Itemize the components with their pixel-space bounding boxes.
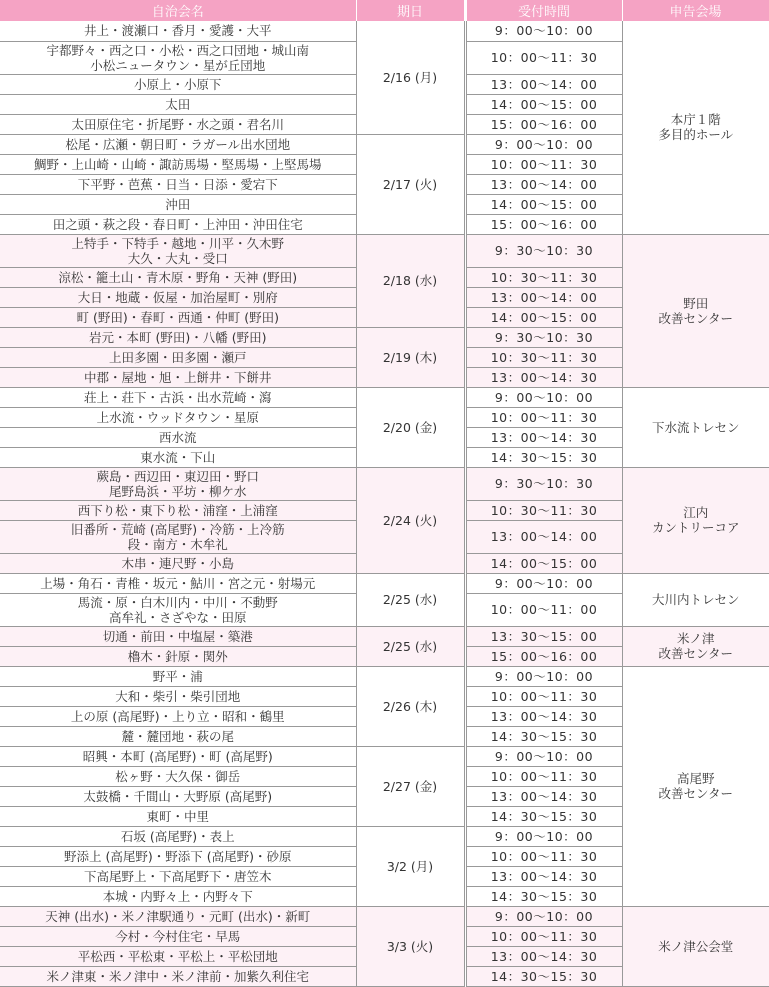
time-cell: 9：00～10：00 xyxy=(466,387,622,407)
area-cell: 石坂 (高尾野)・表上 xyxy=(0,826,356,846)
date-cell: 2/25 (水) xyxy=(356,573,464,626)
area-cell: 太田原住宅・折尾野・水之頭・君名川 xyxy=(0,114,356,134)
header-area: 自治会名 xyxy=(0,0,356,21)
area-cell: 上水流・ウッドタウン・星原 xyxy=(0,407,356,427)
time-cell: 10：00～11：30 xyxy=(466,407,622,427)
time-cell: 9：00～10：00 xyxy=(466,746,622,766)
area-cell: 上の原 (高尾野)・上り立・昭和・鶴里 xyxy=(0,706,356,726)
time-cell: 9：30～10：30 xyxy=(466,467,622,500)
table-row xyxy=(0,573,769,593)
header-row xyxy=(0,0,769,21)
date-cell: 2/26 (木) xyxy=(356,666,464,746)
area-cell: 東町・中里 xyxy=(0,806,356,826)
time-cell: 15：00～16：00 xyxy=(466,214,622,234)
time-cell: 10：30～11：30 xyxy=(466,500,622,520)
table-row xyxy=(0,234,769,267)
time-cell: 10：00～11：30 xyxy=(466,926,622,946)
area-cell: 野添上 (高尾野)・野添下 (高尾野)・砂原 xyxy=(0,846,356,866)
venue-cell: 米ノ津公会堂 xyxy=(622,906,769,986)
time-cell: 9：00～10：00 xyxy=(466,21,622,41)
area-cell: 小原上・小原下 xyxy=(0,74,356,94)
area-cell: 太鼓橋・千間山・大野原 (高尾野) xyxy=(0,786,356,806)
date-cell: 2/19 (木) xyxy=(356,327,464,387)
time-cell: 10：00～11：00 xyxy=(466,593,622,626)
venue-cell: 野田 改善センター xyxy=(622,234,769,387)
area-cell: 天神 (出水)・米ノ津駅通り・元町 (出水)・新町 xyxy=(0,906,356,926)
area-cell: 田之頭・萩之段・春日町・上沖田・沖田住宅 xyxy=(0,214,356,234)
venue-cell: 本庁１階 多目的ホール xyxy=(622,21,769,234)
time-cell: 13：00～14：00 xyxy=(466,520,622,553)
time-cell: 14：30～15：30 xyxy=(466,886,622,906)
area-cell: 上特手・下特手・越地・川平・久木野 大久・大丸・受口 xyxy=(0,234,356,267)
area-cell: 沖田 xyxy=(0,194,356,214)
time-cell: 10：30～11：30 xyxy=(466,267,622,287)
venue-cell: 江内 カントリーコア xyxy=(622,467,769,573)
venue-cell: 高尾野 改善センター xyxy=(622,666,769,906)
time-cell: 14：00～15：00 xyxy=(466,94,622,114)
area-cell: 西下り松・東下り松・浦窪・上浦窪 xyxy=(0,500,356,520)
date-cell: 2/24 (火) xyxy=(356,467,464,573)
time-cell: 14：00～15：00 xyxy=(466,553,622,573)
time-cell: 9：00～10：00 xyxy=(466,826,622,846)
time-cell: 13：00～14：30 xyxy=(466,786,622,806)
time-cell: 14：30～15：30 xyxy=(466,966,622,986)
time-cell: 13：00～14：00 xyxy=(466,174,622,194)
area-cell: 上場・角石・青椎・坂元・鮎川・宮之元・射場元 xyxy=(0,573,356,593)
date-cell: 2/16 (月) xyxy=(356,21,464,134)
date-cell: 2/17 (火) xyxy=(356,134,464,234)
venue-cell: 下水流トレセン xyxy=(622,387,769,467)
area-cell: 野平・浦 xyxy=(0,666,356,686)
time-cell: 10：00～11：30 xyxy=(466,766,622,786)
time-cell: 13：00～14：30 xyxy=(466,367,622,387)
time-cell: 9：00～10：00 xyxy=(466,666,622,686)
table-row xyxy=(0,21,769,41)
table-row xyxy=(0,387,769,407)
date-cell: 3/2 (月) xyxy=(356,826,464,906)
header-date: 期日 xyxy=(356,0,464,21)
area-cell: 町 (野田)・春町・西通・仲町 (野田) xyxy=(0,307,356,327)
table-row xyxy=(0,626,769,646)
time-cell: 13：00～14：30 xyxy=(466,706,622,726)
area-cell: 下高尾野上・下高尾野下・唐笠木 xyxy=(0,866,356,886)
area-cell: 切通・前田・中塩屋・築港 xyxy=(0,626,356,646)
time-cell: 13：00～14：00 xyxy=(466,74,622,94)
area-cell: 馬流・原・白木川内・中川・不動野 高牟礼・さざやな・田原 xyxy=(0,593,356,626)
time-cell: 9：00～10：00 xyxy=(466,906,622,926)
area-cell: 涼松・籠土山・青木原・野角・天神 (野田) xyxy=(0,267,356,287)
area-cell: 井上・渡瀬口・香月・愛護・大平 xyxy=(0,21,356,41)
time-cell: 13：30～15：00 xyxy=(466,626,622,646)
table-row xyxy=(0,666,769,686)
area-cell: 平松西・平松東・平松上・平松団地 xyxy=(0,946,356,966)
area-cell: 本城・内野々上・内野々下 xyxy=(0,886,356,906)
date-cell: 2/20 (金) xyxy=(356,387,464,467)
venue-cell: 大川内トレセン xyxy=(622,573,769,626)
date-cell: 2/18 (水) xyxy=(356,234,464,327)
time-cell: 9：00～10：00 xyxy=(466,573,622,593)
time-cell: 15：00～16：00 xyxy=(466,646,622,666)
area-cell: 蕨島・西辺田・東辺田・野口 尾野島浜・平坊・柳ケ水 xyxy=(0,467,356,500)
area-cell: 松ヶ野・大久保・御岳 xyxy=(0,766,356,786)
time-cell: 14：30～15：30 xyxy=(466,806,622,826)
area-cell: 宇都野々・西之口・小松・西之口団地・城山南 小松ニュータウン・星が丘団地 xyxy=(0,41,356,74)
area-cell: 荘上・荘下・古浜・出水荒崎・瀉 xyxy=(0,387,356,407)
time-cell: 14：30～15：30 xyxy=(466,726,622,746)
time-cell: 15：00～16：00 xyxy=(466,114,622,134)
area-cell: 大和・柴引・柴引団地 xyxy=(0,686,356,706)
time-cell: 10：00～11：30 xyxy=(466,846,622,866)
area-cell: 昭興・本町 (高尾野)・町 (高尾野) xyxy=(0,746,356,766)
header-venue: 申告会場 xyxy=(622,0,769,21)
time-cell: 14：00～15：00 xyxy=(466,307,622,327)
area-cell: 今村・今村住宅・早馬 xyxy=(0,926,356,946)
schedule-body xyxy=(0,21,769,986)
area-cell: 太田 xyxy=(0,94,356,114)
time-cell: 14：00～15：00 xyxy=(466,194,622,214)
area-cell: 木串・連尺野・小島 xyxy=(0,553,356,573)
area-cell: 鯛野・上山崎・山崎・諏訪馬場・堅馬場・上堅馬場 xyxy=(0,154,356,174)
time-cell: 10：00～11：30 xyxy=(466,154,622,174)
time-cell: 10：00～11：30 xyxy=(466,41,622,74)
time-cell: 13：00～14：00 xyxy=(466,287,622,307)
area-cell: 上田多園・田多園・瀬戸 xyxy=(0,347,356,367)
time-cell: 10：00～11：30 xyxy=(466,686,622,706)
time-cell: 13：00～14：30 xyxy=(466,427,622,447)
table-row xyxy=(0,467,769,500)
time-cell: 10：30～11：30 xyxy=(466,347,622,367)
time-cell: 14：30～15：30 xyxy=(466,447,622,467)
venue-cell: 米ノ津 改善センター xyxy=(622,626,769,666)
area-cell: 中郡・屋地・旭・上餅井・下餅井 xyxy=(0,367,356,387)
area-cell: 東水流・下山 xyxy=(0,447,356,467)
time-cell: 9：00～10：00 xyxy=(466,134,622,154)
area-cell: 西水流 xyxy=(0,427,356,447)
date-cell: 2/27 (金) xyxy=(356,746,464,826)
area-cell: 松尾・広瀬・朝日町・ラガール出水団地 xyxy=(0,134,356,154)
header-time: 受付時間 xyxy=(466,0,622,21)
area-cell: 旧番所・荒崎 (高尾野)・冷筋・上冷筋 段・南方・木牟礼 xyxy=(0,520,356,553)
area-cell: 櫓木・針原・関外 xyxy=(0,646,356,666)
area-cell: 米ノ津東・米ノ津中・米ノ津前・加紫久利住宅 xyxy=(0,966,356,986)
date-cell: 2/25 (水) xyxy=(356,626,464,666)
area-cell: 麓・麓団地・萩の尾 xyxy=(0,726,356,746)
area-cell: 大日・地蔵・仮屋・加治屋町・別府 xyxy=(0,287,356,307)
area-cell: 下平野・芭蕉・日当・日添・愛宕下 xyxy=(0,174,356,194)
time-cell: 13：00～14：30 xyxy=(466,946,622,966)
date-cell: 3/3 (火) xyxy=(356,906,464,986)
area-cell: 岩元・本町 (野田)・八幡 (野田) xyxy=(0,327,356,347)
time-cell: 13：00～14：30 xyxy=(466,866,622,886)
table-row xyxy=(0,906,769,926)
time-cell: 9：30～10：30 xyxy=(466,327,622,347)
time-cell: 9：30～10：30 xyxy=(466,234,622,267)
